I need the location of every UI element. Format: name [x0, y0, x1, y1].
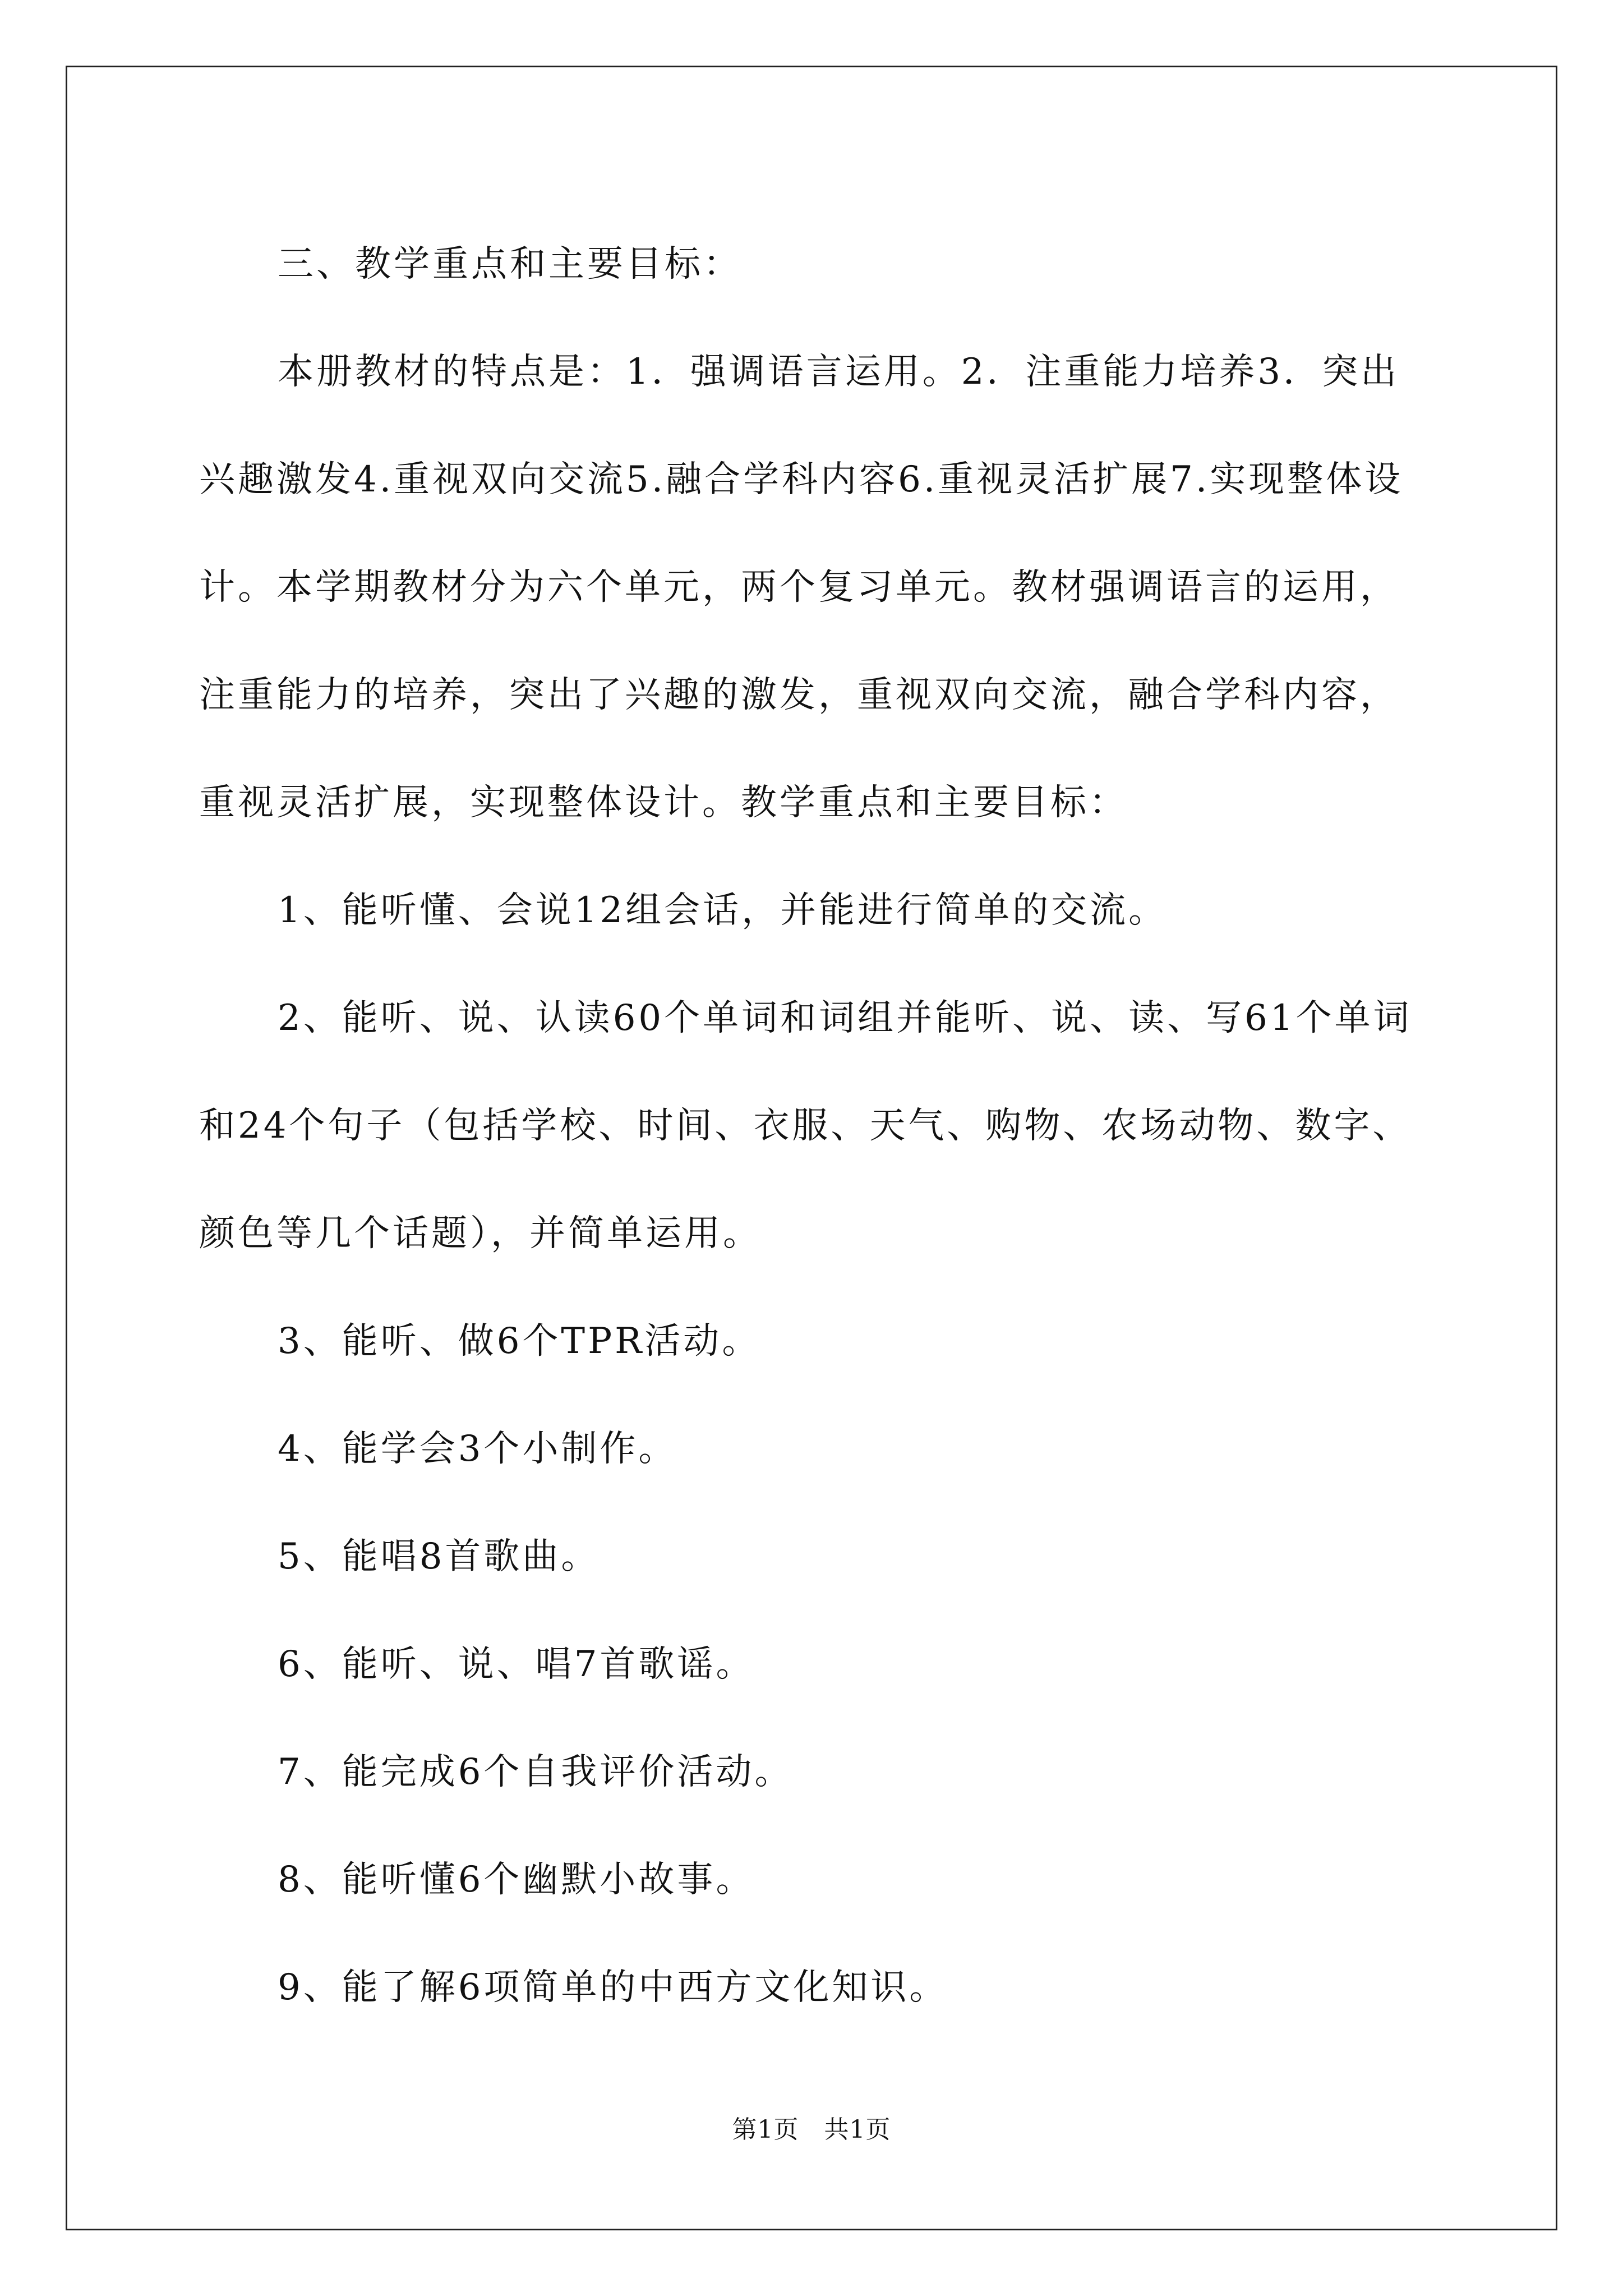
- document-body: [199, 210, 1433, 2041]
- list-item-goal-8: 8、能听懂6个幽默小故事。: [278, 1859, 755, 1901]
- list-item-goal-7: 7、能完成6个自我评价活动。: [278, 1751, 794, 1793]
- list-item-goal-5: 5、能唱8首歌曲。: [278, 1536, 600, 1577]
- list-item-goal-4: 4、能学会3个小制作。: [278, 1428, 677, 1470]
- paragraph-textbook-features: 本册教材的特点是：1．强调语言运用。2．注重能力培养3．突出兴趣激发4.重视双向交流5.融合学科内容6.重视灵活扩展7.实现整体设计。本学期教材分为六个单元，两个复习单元。教材强调语言的运用，注重能力的培养，突出了兴趣的激发，重视双向交流，融合学科内容，重视灵活扩展，实现整体设计。教学重点和主要目标：: [199, 351, 1404, 823]
- list-item-goal-9: 9、能了解6项简单的中西方文化知识。: [278, 1967, 948, 2008]
- list-item-goal-2: 2、能听、说、认读60个单词和词组并能听、说、读、写61个单词和24个句子（包括学校、时间、衣服、天气、购物、农场动物、数字、颜色等几个话题），并简单运用。: [199, 997, 1412, 1254]
- list-item-goal-6: 6、能听、说、唱7首歌谣。: [278, 1644, 755, 1685]
- section-heading: 三、教学重点和主要目标：: [278, 243, 742, 285]
- list-item-goal-3: 3、能听、做6个TPR活动。: [278, 1320, 761, 1362]
- list-item-goal-1: 1、能听懂、会说12组会话，并能进行简单的交流。: [278, 890, 1168, 931]
- page-number-footer: 第1页 共1页: [732, 2115, 891, 2144]
